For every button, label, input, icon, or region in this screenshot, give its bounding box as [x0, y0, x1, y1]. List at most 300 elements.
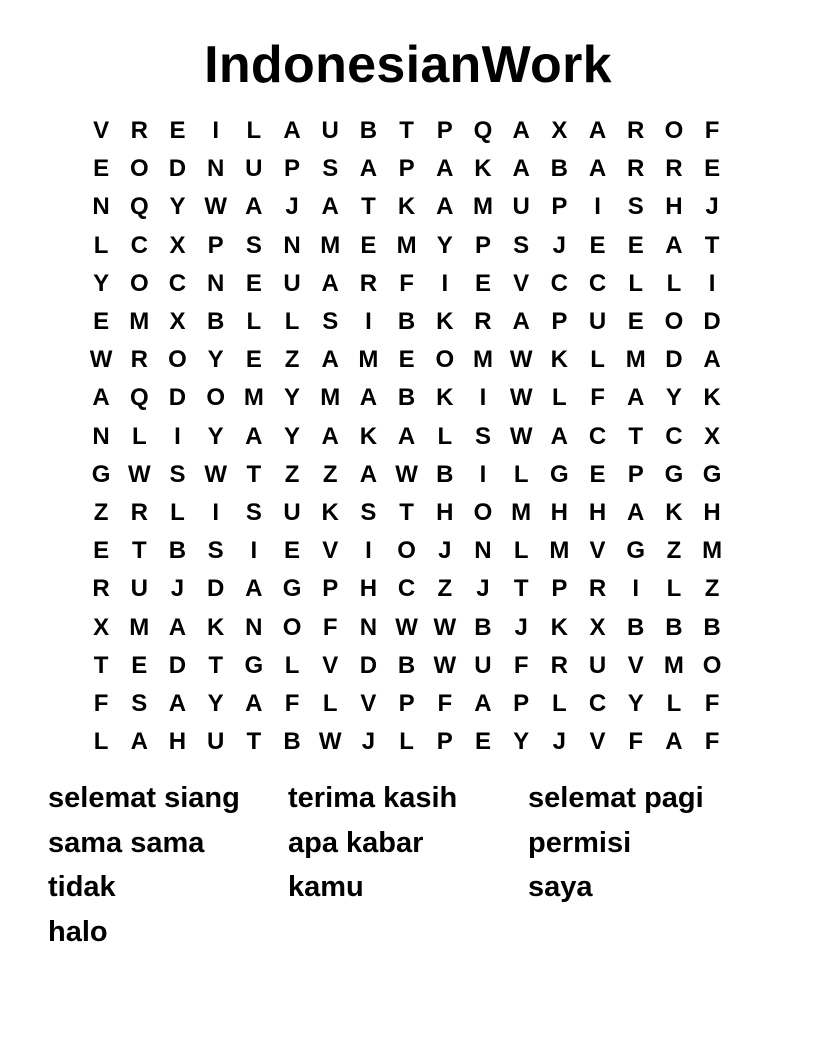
- grid-letter: M: [472, 346, 493, 374]
- grid-letter: J: [476, 575, 490, 603]
- grid-letter: S: [474, 422, 491, 450]
- grid-letter: F: [590, 384, 605, 412]
- grid-letter: R: [130, 346, 148, 374]
- grid-letter: C: [168, 269, 187, 297]
- grid-letter: L: [513, 537, 529, 565]
- grid-letter: D: [168, 384, 187, 412]
- word-list-item: selemat pagi: [528, 782, 704, 814]
- grid-letter: L: [666, 575, 682, 603]
- grid-letter: C: [397, 575, 416, 603]
- grid-letter: N: [206, 269, 225, 297]
- grid-row: [82, 303, 733, 341]
- grid-letter: A: [283, 117, 301, 145]
- grid-letter: A: [397, 422, 416, 450]
- grid-letter: W: [433, 651, 457, 679]
- grid-letter: Y: [207, 422, 224, 450]
- grid-letter: K: [436, 308, 454, 336]
- grid-letter: E: [474, 269, 491, 297]
- grid-letter: M: [625, 346, 646, 374]
- grid-letter: O: [397, 537, 416, 565]
- grid-letter: S: [131, 689, 148, 717]
- grid-row: [82, 647, 733, 685]
- grid-letter: O: [282, 613, 302, 641]
- grid-letter: T: [704, 231, 720, 259]
- grid-letter: P: [284, 155, 301, 183]
- grid-letter: A: [130, 728, 148, 756]
- grid-letter: I: [479, 384, 487, 412]
- grid-letter: E: [93, 155, 110, 183]
- grid-letter: W: [395, 613, 418, 641]
- grid-letter: J: [705, 193, 719, 221]
- word-list-item: saya: [528, 871, 593, 903]
- grid-letter: E: [589, 231, 606, 259]
- grid-letter: R: [627, 155, 645, 183]
- grid-letter: E: [474, 728, 491, 756]
- grid-letter: H: [665, 193, 683, 221]
- grid-letter: H: [168, 728, 187, 756]
- grid-letter: Z: [284, 346, 300, 374]
- grid-letter: N: [359, 613, 378, 641]
- grid-row: [82, 723, 733, 761]
- grid-letter: C: [588, 422, 607, 450]
- word-list-item: apa kabar: [288, 826, 424, 859]
- grid-letter: O: [129, 155, 149, 183]
- grid-letter: N: [92, 422, 110, 450]
- grid-letter: R: [474, 308, 492, 336]
- grid-letter: C: [588, 269, 607, 297]
- grid-letter: W: [395, 460, 418, 488]
- grid-letter: I: [441, 269, 449, 297]
- grid-letter: Y: [169, 193, 186, 221]
- grid-letter: F: [437, 689, 453, 717]
- grid-letter: F: [322, 613, 338, 641]
- grid-letter: E: [627, 231, 644, 259]
- grid-letter: R: [550, 651, 569, 679]
- grid-letter: M: [702, 537, 723, 565]
- grid-letter: L: [552, 384, 567, 412]
- grid-letter: A: [588, 117, 607, 145]
- word-list-item: permisi: [528, 826, 632, 859]
- grid-letter: G: [550, 460, 569, 488]
- grid-letter: M: [320, 231, 341, 259]
- grid-letter: A: [245, 193, 263, 221]
- grid-letter: G: [91, 460, 111, 488]
- grid-letter: G: [626, 537, 646, 565]
- grid-letter: T: [246, 460, 262, 488]
- grid-letter: K: [703, 384, 721, 412]
- grid-letter: L: [628, 269, 644, 297]
- grid-row: [82, 150, 733, 188]
- grid-letter: A: [474, 689, 492, 717]
- grid-letter: B: [206, 308, 225, 336]
- grid-letter: Y: [513, 728, 530, 756]
- grid-letter: F: [628, 728, 644, 756]
- grid-letter: G: [702, 460, 722, 488]
- grid-letter: N: [92, 193, 110, 221]
- grid-letter: N: [283, 231, 301, 259]
- grid-letter: N: [474, 537, 492, 565]
- word-list-item: terima kasih: [288, 782, 458, 814]
- grid-letter: O: [664, 308, 684, 336]
- grid-row: [82, 418, 733, 456]
- grid-letter: A: [436, 193, 454, 221]
- grid-letter: K: [359, 422, 378, 450]
- grid-letter: T: [628, 422, 644, 450]
- grid-letter: A: [703, 346, 721, 374]
- grid-letter: M: [129, 613, 150, 641]
- grid-letter: Q: [473, 117, 493, 145]
- grid-letter: L: [590, 346, 605, 374]
- grid-letter: S: [322, 308, 339, 336]
- grid-letter: V: [360, 689, 377, 717]
- grid-letter: L: [552, 689, 567, 717]
- grid-letter: F: [284, 689, 300, 717]
- grid-letter: O: [435, 346, 455, 374]
- grid-letter: P: [551, 308, 568, 336]
- grid-letter: D: [665, 346, 683, 374]
- grid-letter: K: [550, 346, 569, 374]
- grid-letter: A: [359, 460, 378, 488]
- grid-letter: A: [627, 384, 645, 412]
- grid-letter: A: [321, 193, 339, 221]
- grid-letter: R: [627, 117, 645, 145]
- grid-row: [82, 456, 733, 494]
- grid-letter: I: [250, 537, 258, 565]
- grid-letter: B: [474, 613, 492, 641]
- grid-letter: G: [244, 651, 264, 679]
- grid-letter: M: [396, 231, 417, 259]
- grid-letter: A: [512, 155, 530, 183]
- word-list: [48, 778, 768, 956]
- grid-letter: B: [397, 308, 416, 336]
- grid-letter: A: [359, 155, 378, 183]
- grid-letter: U: [474, 651, 492, 679]
- grid-letter: L: [246, 308, 262, 336]
- grid-letter: Y: [665, 384, 682, 412]
- grid-row: [82, 685, 733, 723]
- grid-letter: L: [399, 728, 414, 756]
- grid-letter: E: [169, 117, 186, 145]
- grid-letter: V: [589, 728, 606, 756]
- letter-grid: [82, 112, 733, 761]
- grid-letter: H: [588, 498, 607, 526]
- grid-letter: A: [321, 346, 339, 374]
- grid-letter: R: [130, 117, 148, 145]
- word-list-item: halo: [48, 915, 108, 948]
- grid-letter: T: [513, 575, 529, 603]
- grid-letter: L: [513, 460, 529, 488]
- grid-letter: X: [589, 613, 606, 641]
- grid-letter: U: [130, 575, 148, 603]
- grid-letter: S: [513, 231, 530, 259]
- grid-letter: L: [93, 728, 109, 756]
- grid-letter: Z: [666, 537, 682, 565]
- grid-letter: N: [206, 155, 225, 183]
- grid-letter: I: [365, 308, 372, 336]
- grid-letter: H: [436, 498, 454, 526]
- grid-letter: K: [321, 498, 339, 526]
- grid-letter: E: [245, 269, 262, 297]
- grid-row: [82, 494, 733, 532]
- page-title: IndonesianWork: [204, 36, 612, 94]
- grid-letter: J: [170, 575, 185, 603]
- grid-letter: Z: [322, 460, 338, 488]
- grid-letter: R: [359, 269, 378, 297]
- grid-letter: M: [320, 384, 341, 412]
- grid-letter: E: [398, 346, 415, 374]
- grid-letter: F: [93, 689, 109, 717]
- grid-letter: V: [627, 651, 644, 679]
- grid-letter: B: [627, 613, 645, 641]
- grid-letter: P: [513, 689, 530, 717]
- grid-letter: S: [245, 498, 262, 526]
- grid-letter: B: [665, 613, 683, 641]
- grid-letter: J: [438, 537, 452, 565]
- grid-letter: T: [246, 728, 262, 756]
- grid-letter: U: [283, 269, 301, 297]
- grid-letter: A: [550, 422, 569, 450]
- grid-letter: L: [284, 651, 300, 679]
- grid-letter: Q: [129, 193, 149, 221]
- grid-letter: O: [473, 498, 493, 526]
- grid-letter: P: [207, 231, 224, 259]
- grid-letter: A: [168, 613, 187, 641]
- grid-letter: K: [206, 613, 225, 641]
- grid-letter: P: [551, 575, 568, 603]
- grid-letter: T: [208, 651, 223, 679]
- grid-letter: A: [436, 155, 454, 183]
- grid-letter: I: [212, 117, 219, 145]
- grid-letter: F: [704, 689, 720, 717]
- grid-letter: L: [131, 422, 147, 450]
- word-list-item: selemat siang: [48, 782, 240, 814]
- grid-row: [82, 532, 733, 570]
- grid-letter: W: [204, 193, 227, 221]
- grid-letter: V: [589, 537, 606, 565]
- grid-letter: F: [399, 269, 414, 297]
- grid-letter: V: [322, 537, 339, 565]
- grid-letter: W: [509, 422, 533, 450]
- grid-letter: S: [360, 498, 377, 526]
- grid-letter: W: [509, 346, 533, 374]
- grid-letter: C: [665, 422, 683, 450]
- grid-letter: I: [594, 193, 601, 221]
- grid-letter: A: [92, 384, 110, 412]
- grid-letter: C: [550, 269, 569, 297]
- grid-letter: P: [398, 155, 415, 183]
- grid-letter: B: [397, 384, 416, 412]
- grid-letter: A: [321, 269, 339, 297]
- grid-letter: I: [708, 269, 716, 297]
- grid-row: [82, 341, 733, 379]
- grid-letter: K: [665, 498, 683, 526]
- grid-row: [82, 608, 733, 646]
- grid-letter: V: [513, 269, 530, 297]
- grid-letter: L: [666, 689, 682, 717]
- grid-letter: M: [358, 346, 379, 374]
- grid-letter: A: [321, 422, 339, 450]
- grid-letter: M: [663, 651, 684, 679]
- grid-row: [82, 265, 733, 303]
- grid-letter: Z: [704, 575, 720, 603]
- grid-letter: G: [664, 460, 684, 488]
- grid-letter: R: [92, 575, 110, 603]
- grid-letter: B: [436, 460, 454, 488]
- grid-letter: I: [365, 537, 372, 565]
- grid-letter: V: [322, 651, 339, 679]
- grid-letter: A: [245, 689, 263, 717]
- grid-letter: I: [479, 460, 487, 488]
- grid-letter: I: [174, 422, 181, 450]
- grid-letter: A: [665, 728, 683, 756]
- word-list-item: tidak: [48, 871, 116, 903]
- grid-letter: L: [284, 308, 300, 336]
- grid-letter: A: [359, 384, 378, 412]
- grid-letter: S: [169, 460, 186, 488]
- grid-letter: X: [93, 613, 110, 641]
- grid-letter: P: [436, 117, 453, 145]
- grid-letter: P: [627, 460, 644, 488]
- grid-letter: Y: [207, 346, 224, 374]
- grid-letter: A: [512, 308, 530, 336]
- grid-letter: O: [664, 117, 684, 145]
- grid-letter: X: [704, 422, 721, 450]
- grid-letter: I: [212, 498, 219, 526]
- grid-letter: P: [474, 231, 491, 259]
- grid-letter: A: [168, 689, 187, 717]
- grid-letter: N: [245, 613, 263, 641]
- grid-letter: E: [93, 537, 110, 565]
- grid-letter: G: [282, 575, 302, 603]
- grid-letter: W: [89, 346, 113, 374]
- grid-letter: T: [93, 651, 109, 679]
- grid-letter: O: [206, 384, 225, 412]
- grid-letter: E: [93, 308, 110, 336]
- grid-letter: A: [665, 231, 683, 259]
- grid-letter: K: [397, 193, 416, 221]
- grid-letter: U: [206, 728, 225, 756]
- grid-row: [82, 188, 733, 226]
- grid-letter: P: [398, 689, 415, 717]
- grid-letter: Z: [284, 460, 300, 488]
- grid-letter: W: [204, 460, 227, 488]
- grid-letter: E: [627, 308, 644, 336]
- grid-letter: E: [704, 155, 721, 183]
- grid-letter: O: [702, 651, 722, 679]
- grid-letter: P: [322, 575, 339, 603]
- grid-letter: C: [588, 689, 607, 717]
- grid-letter: U: [245, 155, 263, 183]
- grid-letter: H: [359, 575, 378, 603]
- grid-letter: A: [245, 575, 263, 603]
- grid-letter: F: [704, 728, 720, 756]
- grid-letter: T: [399, 498, 414, 526]
- grid-letter: I: [632, 575, 640, 603]
- grid-letter: W: [318, 728, 342, 756]
- grid-letter: J: [552, 231, 567, 259]
- grid-letter: F: [513, 651, 529, 679]
- grid-letter: E: [245, 346, 262, 374]
- grid-letter: F: [704, 117, 720, 145]
- grid-letter: A: [588, 155, 607, 183]
- grid-letter: D: [359, 651, 378, 679]
- grid-letter: M: [511, 498, 532, 526]
- word-list-item: sama sama: [48, 826, 205, 859]
- grid-letter: L: [246, 117, 262, 145]
- grid-letter: D: [168, 651, 187, 679]
- grid-letter: O: [129, 269, 149, 297]
- grid-letter: M: [472, 193, 493, 221]
- grid-letter: P: [551, 193, 568, 221]
- grid-letter: B: [703, 613, 721, 641]
- grid-letter: W: [127, 460, 151, 488]
- word-list-item: kamu: [288, 871, 364, 903]
- grid-letter: M: [243, 384, 264, 412]
- grid-letter: X: [169, 308, 186, 336]
- grid-letter: K: [550, 613, 569, 641]
- grid-letter: E: [131, 651, 148, 679]
- grid-letter: U: [588, 651, 607, 679]
- grid-letter: O: [168, 346, 187, 374]
- grid-letter: M: [549, 537, 570, 565]
- grid-letter: L: [666, 269, 682, 297]
- grid-letter: D: [703, 308, 721, 336]
- grid-letter: J: [285, 193, 299, 221]
- grid-letter: A: [627, 498, 645, 526]
- grid-letter: B: [397, 651, 416, 679]
- grid-letter: Y: [436, 231, 453, 259]
- grid-letter: L: [437, 422, 453, 450]
- grid-letter: V: [93, 117, 110, 145]
- grid-letter: X: [169, 231, 186, 259]
- grid-letter: J: [514, 613, 528, 641]
- grid-letter: T: [399, 117, 414, 145]
- grid-letter: J: [361, 728, 376, 756]
- grid-letter: W: [509, 384, 533, 412]
- grid-letter: P: [436, 728, 453, 756]
- grid-letter: X: [551, 117, 568, 145]
- grid-letter: L: [322, 689, 338, 717]
- grid-letter: H: [703, 498, 721, 526]
- grid-letter: B: [283, 728, 301, 756]
- grid-letter: U: [283, 498, 301, 526]
- grid-letter: T: [131, 537, 147, 565]
- grid-letter: U: [321, 117, 339, 145]
- grid-letter: U: [512, 193, 530, 221]
- grid-letter: S: [245, 231, 262, 259]
- grid-letter: Z: [437, 575, 453, 603]
- grid-letter: K: [436, 384, 454, 412]
- grid-letter: D: [168, 155, 187, 183]
- grid-letter: B: [168, 537, 187, 565]
- grid-letter: J: [552, 728, 567, 756]
- grid-row: [82, 227, 733, 265]
- grid-letter: Y: [207, 689, 224, 717]
- grid-letter: H: [550, 498, 569, 526]
- grid-letter: C: [130, 231, 148, 259]
- grid-letter: Y: [284, 422, 301, 450]
- grid-letter: B: [359, 117, 378, 145]
- grid-letter: D: [206, 575, 225, 603]
- grid-letter: Y: [93, 269, 110, 297]
- grid-letter: R: [665, 155, 683, 183]
- grid-letter: E: [589, 460, 606, 488]
- grid-letter: E: [360, 231, 377, 259]
- grid-letter: S: [627, 193, 644, 221]
- grid-letter: A: [512, 117, 530, 145]
- grid-row: [82, 570, 733, 608]
- grid-letter: S: [322, 155, 339, 183]
